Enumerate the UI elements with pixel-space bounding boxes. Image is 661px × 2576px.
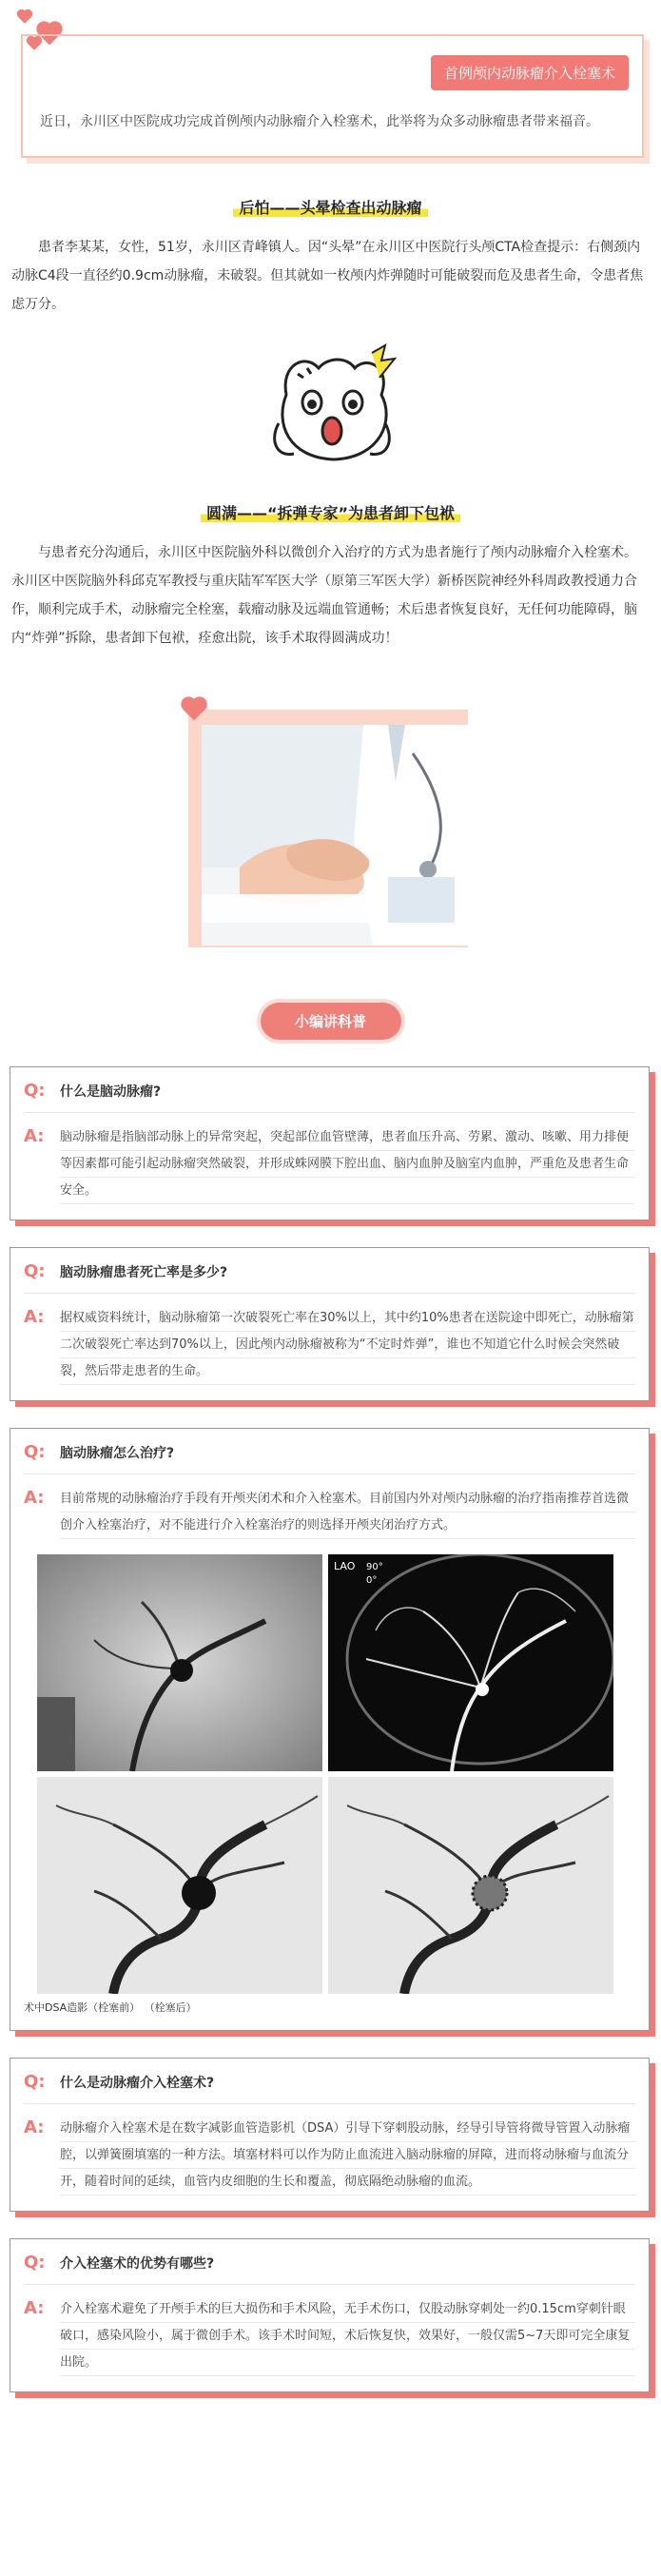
science-pill: 小编讲科普 <box>261 1003 401 1040</box>
a-mark: A: <box>24 2117 45 2137</box>
q-mark: Q: <box>24 1081 46 1101</box>
lao-deg-2: 0° <box>366 1575 378 1586</box>
question-text: 什么是动脉瘤介入栓塞术? <box>60 2075 215 2091</box>
answer-text: 脑动脉瘤是指脑部动脉上的异常突起，突起部位血管壁薄，患者血压升高、劳累、激动、咳嗽、用力排便等因素都可能引起动脉瘤突然破裂，并形成蛛网膜下腔出血、脑内血肿及脑室内血肿，严重危及患者生命安全。 <box>60 1124 635 1204</box>
intro-text: 近日，永川区中医院成功完成首例颅内动脉瘤介入栓塞术，此举将为众多动脉瘤患者带来福音。 <box>40 114 599 129</box>
a-mark: A: <box>24 1488 45 1508</box>
angiogram-image <box>37 1554 322 1771</box>
qa-card <box>10 1428 650 2031</box>
qa-card <box>10 2058 650 2212</box>
question-text: 介入栓塞术的优势有哪些? <box>60 2255 215 2272</box>
angiogram-image <box>37 1777 322 1994</box>
answer-text: 据权威资料统计，脑动脉瘤第一次破裂死亡率在30%以上，其中约10%患者在送院途中即死亡，动脉瘤第二次破裂死亡率达到70%以上，因此颅内动脉瘤被称为“不定时炸弹”，谁也不知道它什么时候会突然破裂，然后带走患者的生命。 <box>60 1305 635 1385</box>
angiogram-grid <box>37 1554 635 1994</box>
a-mark: A: <box>24 2298 45 2318</box>
qa-question-row <box>24 1081 635 1113</box>
doctor-photo-frame <box>188 696 474 953</box>
qa-question-row <box>24 1442 635 1474</box>
angiogram-image <box>328 1554 613 1771</box>
qa-card <box>10 1066 650 1220</box>
angiogram-caption: 术中DSA造影（栓塞前） （栓塞后） <box>24 2001 197 2014</box>
cartoon-face-icon <box>260 336 402 478</box>
lao-label: LAO <box>334 1560 356 1572</box>
qa-answer-row <box>24 1305 635 1385</box>
section2-heading: 圆满——“拆弹专家”为患者卸下包袱 <box>0 501 661 523</box>
section1-text: 患者李某某，女性，51岁，永川区青峰镇人。因“头晕”在永川区中医院行头颅CTA检查提示：右侧颈内动脉C4段一直径约0.9cm动脉瘤，未破裂。但其就如一枚颅内炸弹随时可能破裂而危及患者生命，令患者焦虑万分。 <box>11 240 644 312</box>
qa-answer-row <box>24 1124 635 1204</box>
q-mark: Q: <box>24 1261 46 1281</box>
qa-answer-row <box>24 2116 635 2195</box>
q-mark: Q: <box>24 1442 46 1462</box>
answer-text: 介入栓塞术避免了开颅手术的巨大损伤和手术风险，无手术伤口，仅股动脉穿刺处一约0.15cm穿刺针眼破口，感染风险小，属于微创手术。该手术时间短，术后恢复快，效果好，一般仅需5~7天即可完全康复出院。 <box>60 2296 635 2376</box>
qa-question-row <box>24 2072 635 2104</box>
intro-title: 首例颅内动脉瘤介入栓塞术 <box>431 55 629 90</box>
qa-card <box>10 2238 650 2392</box>
doctor-photo <box>202 725 474 946</box>
lao-deg-1: 90° <box>366 1562 383 1572</box>
a-mark: A: <box>24 1307 45 1327</box>
question-text: 脑动脉瘤患者死亡率是多少? <box>60 1264 228 1280</box>
intro-card <box>21 34 644 158</box>
qa-question-row <box>24 2253 635 2285</box>
qa-answer-row <box>24 2296 635 2376</box>
qa-card <box>10 1247 650 1401</box>
heart-icon <box>18 10 31 24</box>
section2-text: 与患者充分沟通后，永川区中医院脑外科以微创介入治疗的方式为患者施行了颅内动脉瘤介入栓塞术。永川区中医院脑外科邱克军教授与重庆陆军军医大学（原第三军医大学）新桥医院神经外科周政教授通力合作，顺利完成手术，动脉瘤完全栓塞，载瘤动脉及远端血管通畅；术后患者恢复良好，无任何功能障碍，脑内“炸弹”拆除，患者卸下包袱，痊愈出院，该手术取得圆满成功！ <box>11 545 637 646</box>
a-mark: A: <box>24 1126 45 1146</box>
section1-heading: 后怕——头晕检查出动脉瘤 <box>0 196 661 218</box>
q-mark: Q: <box>24 2072 46 2092</box>
angiogram-image <box>328 1777 613 1994</box>
question-text: 什么是脑动脉瘤? <box>60 1083 162 1100</box>
answer-text: 目前常规的动脉瘤治疗手段有开颅夹闭术和介入栓塞术。目前国内外对颅内动脉瘤的治疗指南推荐首选微创介入栓塞治疗，对不能进行介入栓塞治疗的则选择开颅夹闭治疗方式。 <box>60 1486 635 1539</box>
answer-text: 动脉瘤介入栓塞术是在数字减影血管造影机（DSA）引导下穿刺股动脉，经导引导管将微导管置入动脉瘤腔，以弹簧圈填塞的一种方法。填塞材料可以作为防止血流进入脑动脉瘤的屏障，进而将动脉瘤与血流分开，随着时间的延续，血管内皮细胞的生长和覆盖，彻底隔绝动脉瘤的血流。 <box>60 2116 635 2195</box>
q-mark: Q: <box>24 2253 46 2273</box>
qa-answer-row <box>24 1486 635 1539</box>
question-text: 脑动脉瘤怎么治疗? <box>60 1445 175 1461</box>
qa-question-row <box>24 1261 635 1294</box>
